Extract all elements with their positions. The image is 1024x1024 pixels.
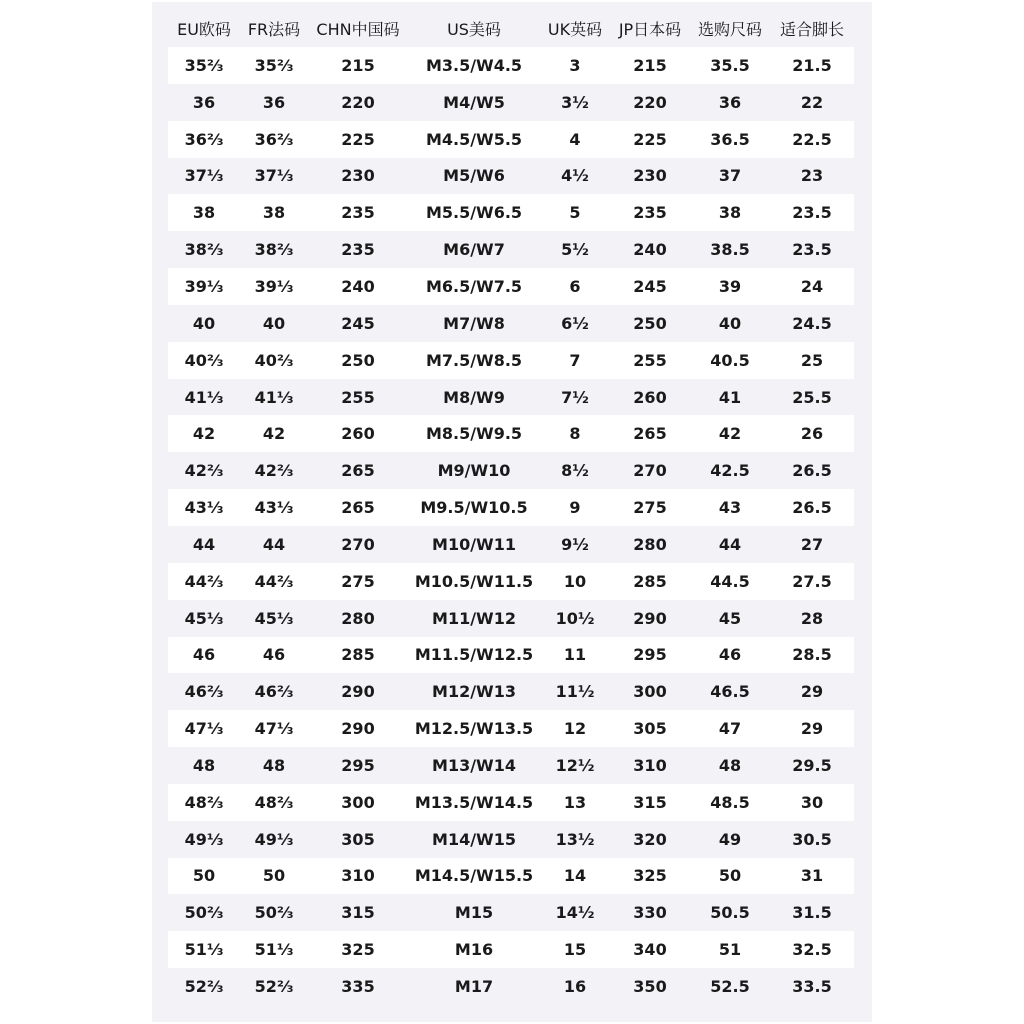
cell-fr-size: 41⅓ <box>254 387 294 407</box>
table-row <box>168 121 854 158</box>
cell-jp-size: 295 <box>633 645 667 665</box>
cell-fr-size: 35⅔ <box>254 55 294 75</box>
cell-eu-size: 40⅔ <box>184 350 224 370</box>
table-row <box>168 268 854 305</box>
cell-jp-size: 255 <box>633 350 667 370</box>
cell-chn-size: 290 <box>341 682 375 702</box>
cell-eu-size: 37⅓ <box>184 166 224 186</box>
cell-jp-size: 250 <box>633 313 667 333</box>
cell-chn-size: 215 <box>341 55 375 75</box>
cell-fr-size: 44⅔ <box>254 571 294 591</box>
table-row <box>168 931 854 968</box>
cell-uk-size: 5 <box>569 203 581 223</box>
cell-jp-size: 215 <box>633 55 667 75</box>
cell-fr-size: 51⅓ <box>254 940 294 960</box>
cell-purchase-size: 37 <box>718 166 742 186</box>
cell-us-size: M9.5/W10.5 <box>420 498 528 518</box>
cell-us-size: M8.5/W9.5 <box>425 424 523 444</box>
cell-eu-size: 43⅓ <box>184 498 224 518</box>
cell-chn-size: 265 <box>341 498 375 518</box>
cell-foot-length: 21.5 <box>792 55 832 75</box>
header-us-size: US美码 <box>447 19 501 39</box>
header-jp-size: JP日本码 <box>618 19 682 39</box>
cell-chn-size: 220 <box>341 92 375 112</box>
cell-uk-size: 14½ <box>555 903 595 923</box>
cell-us-size: M15 <box>454 903 494 923</box>
cell-purchase-size: 38 <box>718 203 742 223</box>
table-row <box>168 526 854 563</box>
cell-jp-size: 265 <box>633 424 667 444</box>
cell-chn-size: 265 <box>341 461 375 481</box>
cell-us-size: M7/W8 <box>443 313 505 333</box>
cell-fr-size: 46⅔ <box>254 682 294 702</box>
cell-jp-size: 235 <box>633 203 667 223</box>
cell-uk-size: 7 <box>569 350 581 370</box>
cell-uk-size: 12 <box>563 719 587 739</box>
cell-eu-size: 36 <box>192 92 216 112</box>
cell-uk-size: 3 <box>569 55 581 75</box>
cell-eu-size: 51⅓ <box>184 940 224 960</box>
cell-us-size: M4.5/W5.5 <box>425 129 523 149</box>
cell-purchase-size: 35.5 <box>710 55 750 75</box>
size-table-body <box>168 47 854 1005</box>
cell-us-size: M13/W14 <box>432 755 516 775</box>
table-row <box>168 231 854 268</box>
cell-purchase-size: 48.5 <box>710 792 750 812</box>
cell-us-size: M5.5/W6.5 <box>425 203 523 223</box>
cell-foot-length: 29 <box>800 682 824 702</box>
cell-jp-size: 330 <box>633 903 667 923</box>
table-row <box>168 194 854 231</box>
cell-jp-size: 300 <box>633 682 667 702</box>
table-row <box>168 452 854 489</box>
cell-purchase-size: 44.5 <box>710 571 750 591</box>
cell-eu-size: 45⅓ <box>184 608 224 628</box>
cell-us-size: M8/W9 <box>443 387 505 407</box>
cell-jp-size: 340 <box>633 940 667 960</box>
header-chn-size: CHN中国码 <box>316 19 400 39</box>
cell-purchase-size: 43 <box>718 498 742 518</box>
cell-uk-size: 4 <box>569 129 581 149</box>
cell-us-size: M10/W11 <box>432 534 516 554</box>
cell-chn-size: 250 <box>341 350 375 370</box>
cell-purchase-size: 42.5 <box>710 461 750 481</box>
cell-purchase-size: 47 <box>718 719 742 739</box>
cell-foot-length: 28 <box>800 608 824 628</box>
cell-fr-size: 39⅓ <box>254 276 294 296</box>
cell-foot-length: 23 <box>800 166 824 186</box>
cell-purchase-size: 46 <box>718 645 742 665</box>
cell-purchase-size: 40 <box>718 313 742 333</box>
cell-us-size: M12/W13 <box>432 682 516 702</box>
cell-jp-size: 220 <box>633 92 667 112</box>
table-row <box>168 342 854 379</box>
cell-purchase-size: 46.5 <box>710 682 750 702</box>
cell-fr-size: 45⅓ <box>254 608 294 628</box>
cell-foot-length: 30 <box>800 792 824 812</box>
cell-eu-size: 41⅓ <box>184 387 224 407</box>
cell-chn-size: 230 <box>341 166 375 186</box>
table-row <box>168 858 854 895</box>
table-row <box>168 637 854 674</box>
header-uk-size: UK英码 <box>547 19 603 39</box>
cell-eu-size: 38 <box>192 203 216 223</box>
cell-eu-size: 52⅔ <box>184 977 224 997</box>
cell-purchase-size: 42 <box>718 424 742 444</box>
cell-fr-size: 38⅔ <box>254 240 294 260</box>
cell-us-size: M12.5/W13.5 <box>414 719 534 739</box>
cell-us-size: M10.5/W11.5 <box>414 571 534 591</box>
cell-jp-size: 305 <box>633 719 667 739</box>
cell-chn-size: 275 <box>341 571 375 591</box>
cell-eu-size: 42⅔ <box>184 461 224 481</box>
cell-uk-size: 13 <box>563 792 587 812</box>
cell-purchase-size: 41 <box>718 387 742 407</box>
cell-jp-size: 245 <box>633 276 667 296</box>
cell-us-size: M14.5/W15.5 <box>414 866 534 886</box>
cell-foot-length: 25.5 <box>792 387 832 407</box>
cell-jp-size: 285 <box>633 571 667 591</box>
cell-fr-size: 48⅔ <box>254 792 294 812</box>
cell-uk-size: 3½ <box>561 92 589 112</box>
table-row <box>168 84 854 121</box>
cell-foot-length: 27 <box>800 534 824 554</box>
cell-chn-size: 225 <box>341 129 375 149</box>
cell-fr-size: 50⅔ <box>254 903 294 923</box>
cell-jp-size: 260 <box>633 387 667 407</box>
cell-foot-length: 25 <box>800 350 824 370</box>
cell-uk-size: 11 <box>563 645 587 665</box>
cell-us-size: M6.5/W7.5 <box>425 276 523 296</box>
cell-foot-length: 31 <box>800 866 824 886</box>
cell-purchase-size: 49 <box>718 829 742 849</box>
cell-uk-size: 9½ <box>561 534 589 554</box>
cell-foot-length: 33.5 <box>792 977 832 997</box>
table-row <box>168 784 854 821</box>
cell-jp-size: 325 <box>633 866 667 886</box>
cell-foot-length: 22 <box>800 92 824 112</box>
cell-eu-size: 39⅓ <box>184 276 224 296</box>
cell-chn-size: 255 <box>341 387 375 407</box>
cell-jp-size: 290 <box>633 608 667 628</box>
table-row <box>168 894 854 931</box>
cell-eu-size: 47⅓ <box>184 719 224 739</box>
cell-fr-size: 48 <box>262 755 286 775</box>
cell-chn-size: 245 <box>341 313 375 333</box>
cell-jp-size: 280 <box>633 534 667 554</box>
cell-uk-size: 12½ <box>555 755 595 775</box>
cell-fr-size: 43⅓ <box>254 498 294 518</box>
cell-foot-length: 32.5 <box>792 940 832 960</box>
cell-purchase-size: 36.5 <box>710 129 750 149</box>
cell-purchase-size: 50.5 <box>710 903 750 923</box>
cell-chn-size: 290 <box>341 719 375 739</box>
table-row <box>168 600 854 637</box>
cell-foot-length: 23.5 <box>792 240 832 260</box>
cell-eu-size: 46⅔ <box>184 682 224 702</box>
cell-foot-length: 29 <box>800 719 824 739</box>
cell-fr-size: 44 <box>262 534 286 554</box>
cell-purchase-size: 40.5 <box>710 350 750 370</box>
cell-foot-length: 28.5 <box>792 645 832 665</box>
cell-uk-size: 13½ <box>555 829 595 849</box>
cell-us-size: M9/W10 <box>437 461 511 481</box>
cell-eu-size: 44⅔ <box>184 571 224 591</box>
header-foot-length: 适合脚长 <box>779 19 844 39</box>
cell-chn-size: 280 <box>341 608 375 628</box>
cell-us-size: M4/W5 <box>443 92 505 112</box>
cell-jp-size: 315 <box>633 792 667 812</box>
cell-fr-size: 42⅔ <box>254 461 294 481</box>
table-row <box>168 673 854 710</box>
cell-foot-length: 26 <box>800 424 824 444</box>
cell-jp-size: 240 <box>633 240 667 260</box>
cell-foot-length: 26.5 <box>792 461 832 481</box>
cell-us-size: M11.5/W12.5 <box>414 645 534 665</box>
cell-fr-size: 49⅓ <box>254 829 294 849</box>
cell-foot-length: 23.5 <box>792 203 832 223</box>
cell-us-size: M5/W6 <box>443 166 505 186</box>
cell-us-size: M17 <box>454 977 494 997</box>
cell-chn-size: 260 <box>341 424 375 444</box>
table-row <box>168 415 854 452</box>
table-row <box>168 489 854 526</box>
table-row <box>168 563 854 600</box>
cell-eu-size: 48 <box>192 755 216 775</box>
cell-fr-size: 40⅔ <box>254 350 294 370</box>
cell-eu-size: 38⅔ <box>184 240 224 260</box>
cell-us-size: M6/W7 <box>443 240 505 260</box>
table-row <box>168 710 854 747</box>
cell-chn-size: 285 <box>341 645 375 665</box>
cell-eu-size: 35⅔ <box>184 55 224 75</box>
cell-purchase-size: 48 <box>718 755 742 775</box>
cell-purchase-size: 50 <box>718 866 742 886</box>
cell-chn-size: 295 <box>341 755 375 775</box>
cell-uk-size: 7½ <box>561 387 589 407</box>
cell-uk-size: 8 <box>569 424 581 444</box>
table-row <box>168 379 854 416</box>
cell-uk-size: 11½ <box>555 682 595 702</box>
header-purchase-size: 选购尺码 <box>697 19 762 39</box>
cell-foot-length: 26.5 <box>792 498 832 518</box>
cell-chn-size: 310 <box>341 866 375 886</box>
cell-chn-size: 335 <box>341 977 375 997</box>
cell-fr-size: 46 <box>262 645 286 665</box>
cell-uk-size: 15 <box>563 940 587 960</box>
cell-eu-size: 40 <box>192 313 216 333</box>
cell-chn-size: 305 <box>341 829 375 849</box>
cell-foot-length: 30.5 <box>792 829 832 849</box>
cell-purchase-size: 44 <box>718 534 742 554</box>
table-row <box>168 47 854 84</box>
cell-us-size: M7.5/W8.5 <box>425 350 523 370</box>
cell-eu-size: 42 <box>192 424 216 444</box>
cell-purchase-size: 39 <box>718 276 742 296</box>
cell-foot-length: 22.5 <box>792 129 832 149</box>
cell-eu-size: 46 <box>192 645 216 665</box>
cell-purchase-size: 38.5 <box>710 240 750 260</box>
cell-uk-size: 9 <box>569 498 581 518</box>
cell-foot-length: 29.5 <box>792 755 832 775</box>
table-row <box>168 747 854 784</box>
cell-fr-size: 40 <box>262 313 286 333</box>
cell-jp-size: 320 <box>633 829 667 849</box>
cell-jp-size: 230 <box>633 166 667 186</box>
cell-purchase-size: 51 <box>718 940 742 960</box>
cell-uk-size: 16 <box>563 977 587 997</box>
cell-foot-length: 24 <box>800 276 824 296</box>
table-row <box>168 821 854 858</box>
cell-chn-size: 270 <box>341 534 375 554</box>
cell-jp-size: 350 <box>633 977 667 997</box>
cell-jp-size: 275 <box>633 498 667 518</box>
cell-us-size: M3.5/W4.5 <box>425 55 523 75</box>
cell-foot-length: 24.5 <box>792 313 832 333</box>
cell-chn-size: 315 <box>341 903 375 923</box>
cell-uk-size: 6½ <box>561 313 589 333</box>
cell-us-size: M16 <box>454 940 494 960</box>
cell-eu-size: 50 <box>192 866 216 886</box>
cell-us-size: M14/W15 <box>432 829 516 849</box>
cell-chn-size: 235 <box>341 203 375 223</box>
header-eu-size: EU欧码 <box>177 19 231 39</box>
cell-uk-size: 10 <box>563 571 587 591</box>
cell-purchase-size: 36 <box>718 92 742 112</box>
cell-uk-size: 14 <box>563 866 587 886</box>
table-row <box>168 305 854 342</box>
table-header <box>168 10 854 46</box>
cell-us-size: M11/W12 <box>432 608 516 628</box>
cell-purchase-size: 45 <box>718 608 742 628</box>
cell-fr-size: 37⅓ <box>254 166 294 186</box>
cell-jp-size: 270 <box>633 461 667 481</box>
cell-fr-size: 42 <box>262 424 286 444</box>
header-fr-size: FR法码 <box>247 19 301 39</box>
cell-eu-size: 49⅓ <box>184 829 224 849</box>
cell-eu-size: 44 <box>192 534 216 554</box>
cell-chn-size: 300 <box>341 792 375 812</box>
cell-foot-length: 31.5 <box>792 903 832 923</box>
cell-jp-size: 225 <box>633 129 667 149</box>
cell-chn-size: 325 <box>341 940 375 960</box>
cell-uk-size: 10½ <box>555 608 595 628</box>
cell-uk-size: 5½ <box>561 240 589 260</box>
cell-foot-length: 27.5 <box>792 571 832 591</box>
cell-chn-size: 235 <box>341 240 375 260</box>
cell-eu-size: 36⅔ <box>184 129 224 149</box>
cell-fr-size: 50 <box>262 866 286 886</box>
table-row <box>168 158 854 195</box>
cell-fr-size: 47⅓ <box>254 719 294 739</box>
cell-eu-size: 48⅔ <box>184 792 224 812</box>
cell-purchase-size: 52.5 <box>710 977 750 997</box>
cell-eu-size: 50⅔ <box>184 903 224 923</box>
cell-uk-size: 8½ <box>561 461 589 481</box>
cell-us-size: M13.5/W14.5 <box>414 792 534 812</box>
cell-fr-size: 38 <box>262 203 286 223</box>
cell-uk-size: 4½ <box>561 166 589 186</box>
cell-uk-size: 6 <box>569 276 581 296</box>
cell-chn-size: 240 <box>341 276 375 296</box>
cell-jp-size: 310 <box>633 755 667 775</box>
cell-fr-size: 36⅔ <box>254 129 294 149</box>
cell-fr-size: 52⅔ <box>254 977 294 997</box>
table-row <box>168 968 854 1005</box>
cell-fr-size: 36 <box>262 92 286 112</box>
